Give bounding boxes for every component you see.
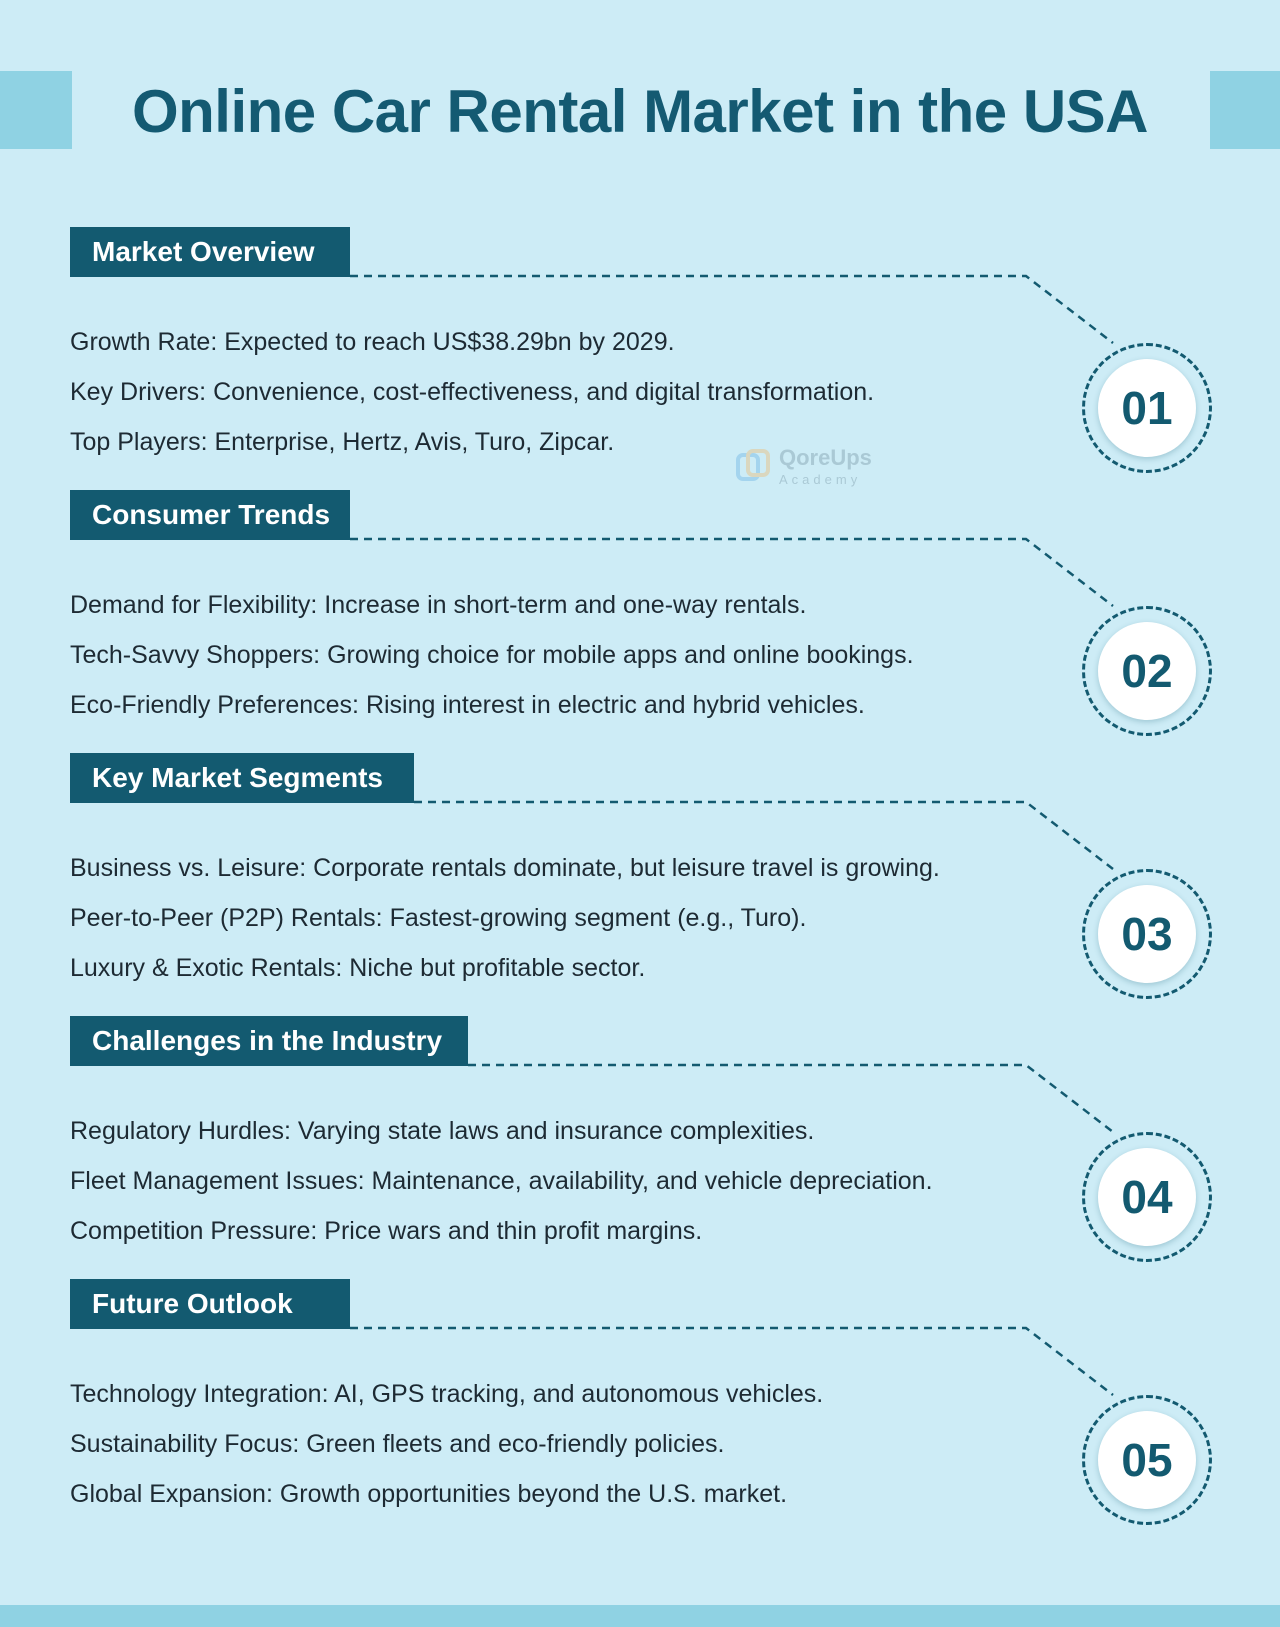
section-label: Market Overview xyxy=(70,227,350,277)
number-badge xyxy=(1082,1132,1212,1262)
watermark-name: QoreUps xyxy=(779,445,872,470)
section-line: Technology Integration: AI, GPS tracking, and autonomous vehicles. xyxy=(70,1380,824,1408)
section-5 xyxy=(0,1279,1280,1519)
section-4 xyxy=(0,1016,1280,1256)
section-line: Sustainability Focus: Green fleets and eco-friendly policies. xyxy=(70,1430,725,1458)
section-line: Business vs. Leisure: Corporate rentals dominate, but leisure travel is growing. xyxy=(70,854,940,882)
number-badge-text: 04 xyxy=(1098,1148,1196,1246)
footer-bar xyxy=(0,1605,1280,1627)
number-badge xyxy=(1082,869,1212,999)
section-line: Luxury & Exotic Rentals: Niche but profitable sector. xyxy=(70,954,646,982)
section-line: Growth Rate: Expected to reach US$38.29bn by 2029. xyxy=(70,328,675,356)
number-badge xyxy=(1082,1395,1212,1525)
section-line: Tech-Savvy Shoppers: Growing choice for mobile apps and online bookings. xyxy=(70,641,914,669)
section-lines xyxy=(70,843,940,993)
section-line: Peer-to-Peer (P2P) Rentals: Fastest-growing segment (e.g., Turo). xyxy=(70,904,807,932)
watermark-subtitle: Academy xyxy=(779,472,862,487)
section-lines xyxy=(70,580,914,730)
section-3 xyxy=(0,753,1280,993)
number-badge-text: 05 xyxy=(1098,1411,1196,1509)
page-title: Online Car Rental Market in the USA xyxy=(131,78,1149,145)
section-label: Challenges in the Industry xyxy=(70,1016,468,1066)
section-lines xyxy=(70,1369,823,1519)
section-line: Demand for Flexibility: Increase in short-term and one-way rentals. xyxy=(70,591,807,619)
number-badge xyxy=(1082,606,1212,736)
section-line: Eco-Friendly Preferences: Rising interest in electric and hybrid vehicles. xyxy=(70,691,865,719)
number-badge-text: 01 xyxy=(1098,359,1196,457)
section-line: Key Drivers: Convenience, cost-effectiveness, and digital transformation. xyxy=(70,378,875,406)
number-badge-text: 02 xyxy=(1098,622,1196,720)
section-line: Top Players: Enterprise, Hertz, Avis, Turo, Zipcar. xyxy=(70,428,615,456)
section-line: Global Expansion: Growth opportunities beyond the U.S. market. xyxy=(70,1480,788,1508)
section-line: Competition Pressure: Price wars and thin profit margins. xyxy=(70,1217,703,1245)
section-1 xyxy=(0,227,1280,470)
number-badge xyxy=(1082,343,1212,473)
number-badge-text: 03 xyxy=(1098,885,1196,983)
section-label: Key Market Segments xyxy=(70,753,414,803)
section-lines xyxy=(70,317,875,470)
section-label: Consumer Trends xyxy=(70,490,350,540)
section-label: Future Outlook xyxy=(70,1279,350,1329)
section-2 xyxy=(0,490,1280,730)
section-line: Fleet Management Issues: Maintenance, availability, and vehicle depreciation. xyxy=(70,1167,933,1195)
section-line: Regulatory Hurdles: Varying state laws and insurance complexities. xyxy=(70,1117,815,1145)
section-lines xyxy=(70,1106,933,1256)
